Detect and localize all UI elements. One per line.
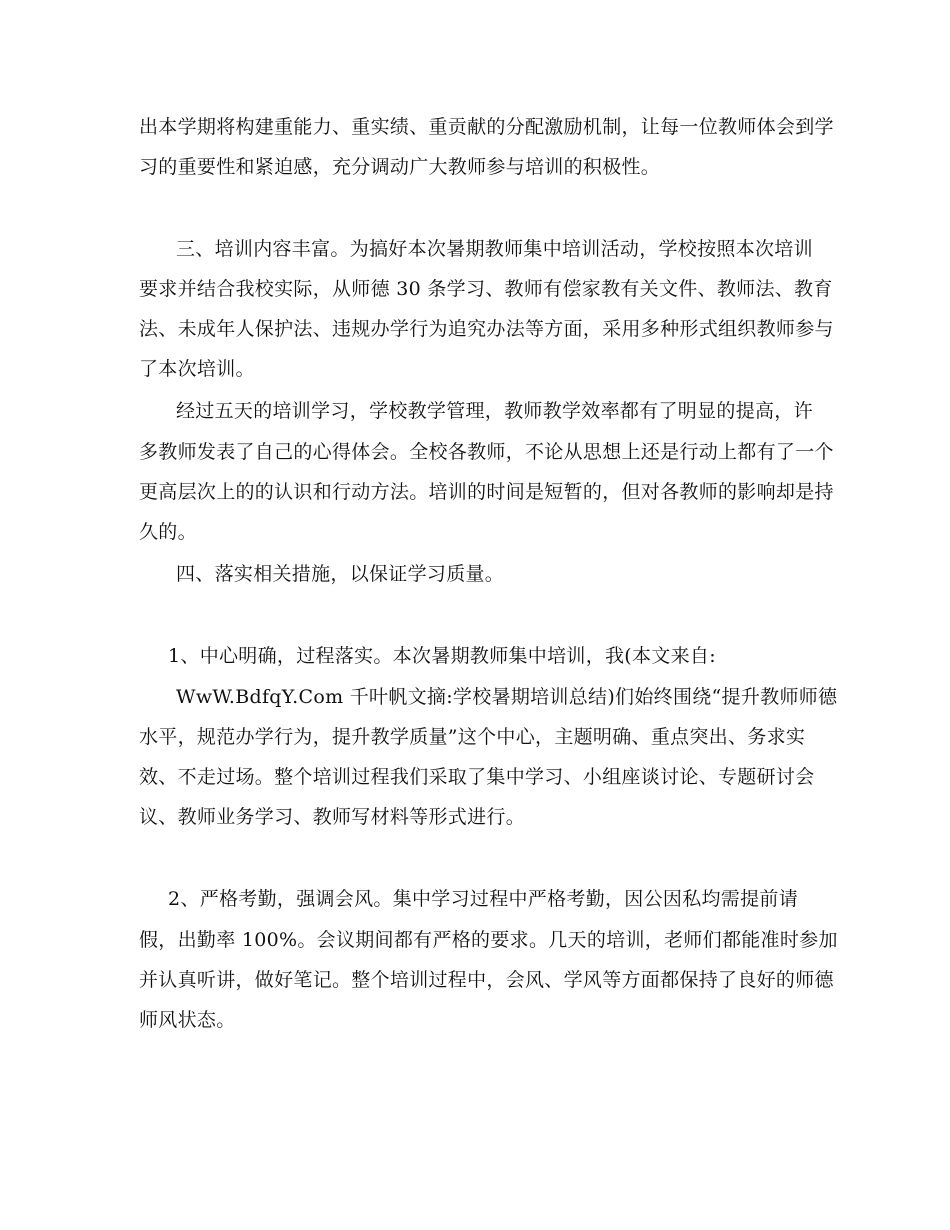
text-line: WwW.BdfqY.Com 千叶帆文摘:学校暑期培训总结)们始终围绕“提升教师师德 <box>176 686 838 708</box>
text-line: 更高层次上的的认识和行动方法。培训的时间是短暂的，但对各教师的影响却是持 <box>139 481 834 503</box>
text-line: 水平，规范办学行为，提升教学质量”这个中心，主题明确、重点突出、务求实 <box>139 726 806 748</box>
text-line: 并认真听讲，做好笔记。整个培训过程中，会风、学风等方面都保持了良好的师德 <box>139 969 834 991</box>
text-line: 三、培训内容丰富。为搞好本次暑期教师集中培训活动，学校按照本次培训 <box>176 238 813 260</box>
text-line: 1、中心明确，过程落实。本次暑期教师集中培训，我(本文来自: <box>168 645 716 667</box>
text-line: 假，出勤率 100%。会议期间都有严格的要求。几天的培训，老师们都能准时参加 <box>139 929 838 951</box>
text-line: 出本学期将构建重能力、重实绩、重贡献的分配激励机制，让每一位教师体会到学 <box>139 116 834 138</box>
text-line: 经过五天的培训学习，学校教学管理，教师教学效率都有了明显的提高，许 <box>176 400 813 422</box>
text-line: 议、教师业务学习、教师写材料等形式进行。 <box>139 806 526 828</box>
text-line: 要求并结合我校实际，从师德 30 条学习、教师有偿家教有关文件、教师法、教育 <box>139 278 833 300</box>
text-line: 四、落实相关措施，以保证学习质量。 <box>176 563 505 585</box>
text-line: 效、不走过场。整个培训过程我们采取了集中学习、小组座谈讨论、专题研讨会 <box>139 766 815 788</box>
text-line: 多教师发表了自己的心得体会。全校各教师，不论从思想上还是行动上都有了一个 <box>139 441 834 463</box>
text-line: 师风状态。 <box>139 1009 236 1031</box>
text-line: 习的重要性和紧迫感，充分调动广大教师参与培训的积极性。 <box>139 156 661 178</box>
text-line: 了本次培训。 <box>139 358 255 380</box>
text-line: 法、未成年人保护法、违规办学行为追究办法等方面，采用多种形式组织教师参与 <box>139 318 834 340</box>
text-line: 2、严格考勤，强调会风。集中学习过程中严格考勤，因公因私均需提前请 <box>168 888 798 910</box>
text-line: 久的。 <box>139 521 197 543</box>
